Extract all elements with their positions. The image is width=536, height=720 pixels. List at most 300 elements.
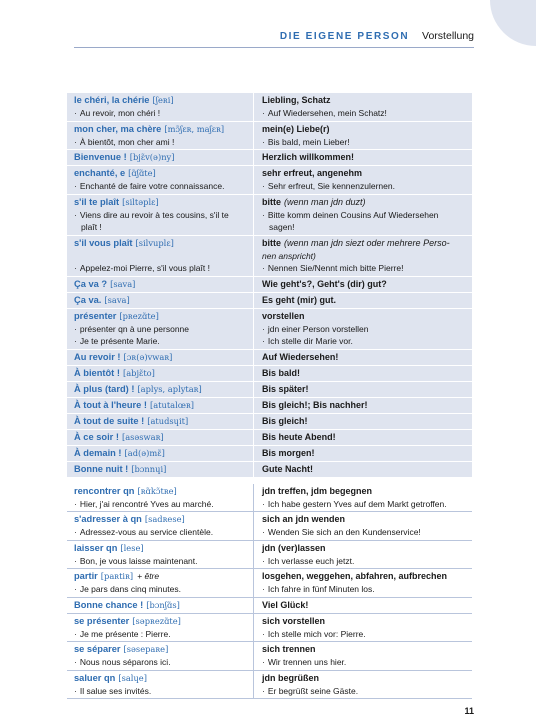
german-translation: [262, 599, 468, 612]
pronunciation: [ɑ̃ʃɑ̃te]: [128, 168, 156, 178]
example-text: Je te présente Marie.: [79, 336, 160, 346]
translation-text: Bis gleich!; Bis nachher!: [262, 399, 368, 410]
pronunciation: [abjɛ̃to]: [122, 367, 155, 378]
pronunciation: [aplys, aplytaʀ]: [137, 383, 202, 394]
pronunciation: [ɔʀ(ə)vwaʀ]: [123, 351, 173, 362]
table-row: [67, 569, 472, 598]
example-text: jdn einer Person vorstellen: [267, 323, 369, 334]
french-example: [74, 250, 249, 263]
bullet: ·: [74, 685, 77, 696]
german-cell: [254, 350, 472, 365]
table-row: [67, 484, 472, 513]
french-example: [74, 526, 249, 539]
german-translation: [262, 123, 468, 136]
french-headword: [74, 294, 249, 307]
example-text: Hier, j'ai rencontré Yves au marché.: [79, 498, 214, 509]
headword-part: À plus (tard) !: [74, 383, 135, 394]
french-cell: [67, 614, 254, 642]
german-cell: [254, 195, 472, 235]
german-translation: [262, 151, 468, 164]
pronunciation: [sava]: [110, 278, 136, 289]
table-row: [67, 382, 472, 398]
german-cell: [254, 398, 472, 413]
german-translation: [262, 278, 468, 291]
french-example: [74, 136, 249, 149]
german-translation: [262, 643, 468, 656]
french-headword: [74, 415, 249, 428]
translation-text: Es geht (mir) gut.: [262, 294, 336, 305]
german-cell: [254, 642, 472, 670]
table-row: [67, 93, 472, 122]
example-text: Ich verlasse euch jetzt.: [267, 555, 355, 566]
headword-part: partir: [74, 571, 98, 581]
topic-title: Vorstellung: [422, 30, 474, 42]
german-cell: [254, 462, 472, 477]
bullet: ·: [262, 498, 265, 509]
translation-text: Viel Glück!: [262, 599, 309, 610]
french-headword: [74, 278, 249, 291]
french-cell: [67, 195, 254, 235]
table-row: [67, 598, 472, 614]
translation-text: losgehen, weggehen, abfahren, aufbrechen: [262, 571, 448, 581]
table-row: [67, 293, 472, 309]
german-example: [262, 335, 468, 348]
translation-text: mein(e) Liebe(r): [262, 123, 330, 134]
bullet: ·: [74, 323, 77, 334]
german-cell: [254, 598, 472, 613]
french-cell: [67, 366, 254, 381]
pronunciation: [atutalœʀ]: [149, 399, 195, 410]
headword-part: le chéri: [74, 95, 107, 105]
german-translation: [262, 615, 468, 628]
headword-part: la chérie: [111, 95, 150, 105]
example-text: Ich habe gestern Yves auf dem Markt getroffen.: [267, 498, 447, 509]
example-text: Auf Wiedersehen, mein Schatz!: [267, 108, 387, 118]
bullet: ·: [262, 323, 265, 334]
bullet: ·: [74, 657, 77, 667]
bullet: ·: [262, 263, 265, 273]
german-cell: [254, 569, 472, 597]
german-example: [262, 498, 468, 511]
example-text: Au revoir, mon chéri !: [79, 108, 161, 118]
example-text: Je pars dans cinq minutes.: [79, 584, 181, 594]
german-example: [262, 526, 468, 539]
french-headword: [74, 123, 249, 136]
translation-text: bitte: [262, 196, 281, 207]
table-row: [67, 309, 472, 350]
headword-part: Ça va ?: [74, 278, 108, 289]
example-text: Bitte komm deinen Cousins Auf Wiedersehen: [267, 209, 439, 220]
headword-part: À demain !: [74, 447, 122, 458]
german-cell: [254, 512, 472, 540]
french-example: [74, 209, 249, 222]
pronunciation: [ʃeʀi]: [152, 95, 174, 105]
french-cell: [67, 398, 254, 413]
french-cell: [67, 598, 254, 613]
usage-note: (wenn man jdn duzt): [284, 196, 366, 207]
french-example: [74, 262, 249, 275]
table-row: [67, 236, 472, 277]
german-translation: [262, 570, 468, 583]
bullet: ·: [74, 498, 77, 509]
german-translation: [262, 542, 468, 555]
german-translation: [262, 237, 468, 250]
french-cell: [67, 446, 254, 461]
french-cell: [67, 414, 254, 429]
french-headword: [74, 367, 249, 380]
french-cell: [67, 382, 254, 397]
german-translation: [262, 513, 468, 526]
bullet: ·: [262, 555, 265, 566]
translation-text: Liebling, Schatz: [262, 95, 331, 105]
german-translation: [262, 310, 468, 323]
bullet: ·: [74, 584, 77, 594]
example-text: Wenden Sie sich an den Kundenservice!: [267, 527, 421, 537]
german-example: [262, 583, 468, 596]
pronunciation: [sadʀese]: [144, 514, 185, 524]
french-cell: [67, 642, 254, 670]
german-translation: [262, 294, 468, 307]
bullet: ·: [74, 555, 77, 566]
example-text: Enchanté de faire votre connaissance.: [79, 181, 225, 191]
example-text: plaît !: [81, 222, 102, 232]
german-translation: [262, 351, 468, 364]
example-text: sagen!: [269, 222, 295, 232]
translation-text: Bis gleich!: [262, 415, 308, 426]
german-translation: [262, 672, 468, 685]
french-cell: [67, 512, 254, 540]
headword-part: ,: [106, 95, 112, 105]
page-number: 11: [464, 706, 474, 716]
example-text: Nous nous séparons ici.: [79, 657, 171, 667]
german-cell: [254, 446, 472, 461]
pronunciation: [pʀezɑ̃te]: [119, 310, 159, 321]
bullet: ·: [74, 263, 77, 273]
pronunciation: [səsepaʀe]: [123, 644, 169, 654]
translation-text: jdn begrüßen: [262, 672, 319, 683]
french-cell: [67, 236, 254, 276]
table-row: [67, 414, 472, 430]
pronunciation: [ad(ə)mɛ̃]: [124, 447, 165, 458]
bullet: ·: [262, 685, 265, 696]
bullet: ·: [74, 209, 77, 220]
pronunciation: [mɔ̃ʃɛʀ, maʃɛʀ]: [164, 123, 225, 134]
translation-text: bitte: [262, 237, 281, 248]
french-headword: [74, 431, 249, 444]
headword-part: À tout de suite !: [74, 415, 145, 426]
german-cell: [254, 430, 472, 445]
german-cell: [254, 614, 472, 642]
table-row: [67, 541, 472, 570]
french-example: [74, 656, 249, 669]
german-cell: [254, 277, 472, 292]
french-headword: [74, 196, 249, 209]
example-text: Bon, je vous laisse maintenant.: [79, 555, 198, 566]
example-text: À bientôt, mon cher ami !: [79, 136, 175, 147]
french-cell: [67, 462, 254, 477]
translation-text: Bis später!: [262, 383, 309, 394]
german-translation: [262, 196, 468, 209]
usage-note-continued: nen anspricht): [262, 250, 316, 261]
german-cell: [254, 122, 472, 150]
german-example: [262, 180, 468, 193]
bullet: ·: [74, 527, 77, 537]
table-row: [67, 166, 472, 195]
example-text: Viens dire au revoir à tes cousins, s'il te: [79, 209, 229, 220]
french-example: [74, 628, 249, 641]
pronunciation: [bɔnnɥi]: [131, 463, 167, 474]
headword-part: Bonne nuit !: [74, 463, 129, 474]
headword-part: Bienvenue !: [74, 152, 127, 162]
translation-text: Bis morgen!: [262, 447, 315, 458]
german-translation: [262, 463, 468, 476]
example-text: Ich stelle dir Marie vor.: [267, 336, 353, 346]
headword-part: Au revoir !: [74, 351, 121, 362]
french-cell: [67, 293, 254, 308]
translation-text: sich an jdn wenden: [262, 514, 346, 524]
french-headword: [74, 94, 249, 107]
example-text: présenter qn à une personne: [79, 323, 190, 334]
french-headword: [74, 463, 249, 476]
bullet: ·: [262, 584, 265, 594]
german-cell: [254, 293, 472, 308]
headword-part: Ça va.: [74, 294, 102, 305]
translation-text: Gute Nacht!: [262, 463, 314, 474]
german-example: [262, 221, 468, 234]
french-example: [74, 180, 249, 193]
pronunciation: [bɔnʃɑ̃s]: [146, 599, 180, 610]
french-cell: [67, 541, 254, 569]
headword-part: À tout à l'heure !: [74, 399, 147, 410]
headword-part: mon cher, ma chère: [74, 123, 162, 134]
bullet: ·: [262, 209, 265, 220]
french-cell: [67, 671, 254, 699]
french-cell: [67, 277, 254, 292]
french-example: [74, 555, 249, 568]
headword-part: saluer qn: [74, 672, 116, 683]
bullet: ·: [74, 181, 77, 191]
french-example: [74, 335, 249, 348]
example-text: Wir trennen uns hier.: [267, 657, 347, 667]
example-text: Je me présente : Pierre.: [79, 628, 171, 639]
french-example: [74, 221, 249, 234]
french-cell: [67, 93, 254, 121]
german-cell: [254, 93, 472, 121]
example-text: Sehr erfreut, Sie kennenzulernen.: [267, 181, 395, 191]
french-headword: [74, 672, 249, 685]
german-translation: [262, 447, 468, 460]
german-translation: [262, 94, 468, 107]
translation-text: Bis heute Abend!: [262, 431, 336, 442]
example-text: Adressez-vous au service clientèle.: [79, 527, 214, 537]
french-cell: [67, 430, 254, 445]
german-example: [262, 555, 468, 568]
french-cell: [67, 150, 254, 165]
german-example: [262, 628, 468, 641]
chapter-title: DIE EIGENE PERSON: [279, 31, 410, 42]
table-row: [67, 614, 472, 643]
german-translation: [262, 431, 468, 444]
example-text: Bis bald, mein Lieber!: [267, 136, 350, 147]
headword-part: Bonne chance !: [74, 599, 144, 610]
running-header: [0, 28, 536, 44]
french-headword: [74, 383, 249, 396]
french-cell: [67, 569, 254, 597]
german-cell: [254, 671, 472, 699]
pronunciation: [paʀtiʀ]: [100, 571, 134, 581]
translation-text: Auf Wiedersehen!: [262, 351, 339, 362]
german-cell: [254, 236, 472, 276]
german-example: [262, 136, 468, 149]
headword-part: À bientôt !: [74, 367, 120, 378]
translation-text: vorstellen: [262, 310, 305, 321]
pronunciation: [səpʀezɑ̃te]: [132, 615, 181, 626]
table-row: [67, 462, 472, 478]
header-rule: [74, 47, 474, 48]
french-headword: [74, 447, 249, 460]
french-cell: [67, 122, 254, 150]
bullet: ·: [262, 136, 265, 147]
french-headword: [74, 485, 249, 498]
example-text: Nennen Sie/Nennt mich bitte Pierre!: [267, 263, 404, 273]
german-example: [262, 323, 468, 336]
pronunciation: [siltəplɛ]: [122, 196, 159, 207]
headword-part: se séparer: [74, 644, 121, 654]
french-headword: [74, 615, 249, 628]
table-row: [67, 150, 472, 166]
german-cell: [254, 414, 472, 429]
headword-part: présenter: [74, 310, 117, 321]
pronunciation: [atudsɥit]: [147, 415, 189, 426]
french-example: [74, 685, 249, 698]
german-cell: [254, 166, 472, 194]
french-headword: [74, 643, 249, 656]
pronunciation: [lese]: [120, 542, 144, 553]
grammar-note: + être: [137, 571, 160, 581]
pronunciation: [silvuplɛ]: [135, 237, 174, 248]
german-cell: [254, 150, 472, 165]
example-text: Ich fahre in fünf Minuten los.: [267, 584, 375, 594]
german-cell: [254, 309, 472, 349]
pronunciation: [bjɛ̃v(ə)ny]: [129, 152, 175, 162]
translation-text: Wie geht's?, Geht's (dir) gut?: [262, 278, 387, 289]
bullet: ·: [74, 628, 77, 639]
french-example: [74, 323, 249, 336]
french-headword: [74, 599, 249, 612]
french-headword: [74, 542, 249, 555]
german-example: [262, 656, 468, 669]
german-translation: [262, 367, 468, 380]
german-cell: [254, 382, 472, 397]
bullet: ·: [262, 336, 265, 346]
french-cell: [67, 166, 254, 194]
headword-part: s'il te plaît: [74, 196, 120, 207]
table-row: [67, 512, 472, 541]
french-cell: [67, 309, 254, 349]
bullet: ·: [262, 657, 265, 667]
translation-text: jdn treffen, jdm begegnen: [262, 485, 373, 496]
table-row: [67, 671, 472, 700]
table-row: [67, 195, 472, 236]
translation-text: sehr erfreut, angenehm: [262, 168, 363, 178]
vocabulary-table: [67, 93, 472, 699]
pronunciation: [salɥe]: [118, 672, 147, 683]
table-row: [67, 398, 472, 414]
german-example: [262, 262, 468, 275]
table-row: [67, 430, 472, 446]
vocabulary-group-greetings: [67, 93, 472, 478]
french-headword: [74, 310, 249, 323]
headword-part: s'adresser à qn: [74, 514, 142, 524]
example-text: Il salue ses invités.: [79, 685, 152, 696]
translation-text: jdn (ver)lassen: [262, 542, 326, 553]
french-headword: [74, 399, 249, 412]
french-example: [74, 498, 249, 511]
table-row: [67, 122, 472, 151]
german-translation: [262, 167, 468, 180]
table-row: [67, 277, 472, 293]
bullet: ·: [262, 628, 265, 639]
headword-part: enchanté, e: [74, 168, 126, 178]
french-example: [74, 107, 249, 120]
german-example: [262, 685, 468, 698]
french-headword: [74, 237, 249, 250]
french-headword: [74, 151, 249, 164]
german-cell: [254, 366, 472, 381]
german-example: [262, 107, 468, 120]
german-translation: [262, 415, 468, 428]
example-text: Appelez-moi Pierre, s'il vous plaît !: [79, 263, 210, 273]
german-translation: [262, 399, 468, 412]
german-example: [262, 209, 468, 222]
translation-text: sich vorstellen: [262, 615, 326, 626]
german-translation: [262, 383, 468, 396]
french-example: [74, 583, 249, 596]
french-headword: [74, 351, 249, 364]
example-text: Ich stelle mich vor: Pierre.: [267, 628, 366, 639]
headword-part: rencontrer qn: [74, 485, 135, 496]
table-row: [67, 350, 472, 366]
table-row: [67, 446, 472, 462]
headword-part: s'il vous plaît: [74, 237, 133, 248]
french-headword: [74, 513, 249, 526]
headword-part: À ce soir !: [74, 431, 119, 442]
french-headword: [74, 167, 249, 180]
bullet: ·: [262, 108, 265, 118]
german-translation: [262, 485, 468, 498]
pronunciation: [asəswaʀ]: [121, 431, 164, 442]
french-headword: [74, 570, 249, 583]
pronunciation: [sava]: [104, 294, 130, 305]
translation-text: Bis bald!: [262, 367, 301, 378]
german-cell: [254, 541, 472, 569]
translation-text: Herzlich willkommen!: [262, 152, 355, 162]
bullet: ·: [262, 527, 265, 537]
bullet: ·: [74, 336, 77, 346]
pronunciation: [ʀɑ̃kɔ̃tʀe]: [137, 485, 177, 496]
french-cell: [67, 350, 254, 365]
usage-note: (wenn man jdn siezt oder mehrere Perso-: [284, 237, 450, 248]
translation-text: sich trennen: [262, 644, 316, 654]
french-cell: [67, 484, 254, 512]
vocabulary-group-meeting: [67, 484, 472, 700]
example-text: Er begrüßt seine Gäste.: [267, 685, 359, 696]
bullet: ·: [74, 136, 77, 147]
bullet: ·: [74, 108, 77, 118]
headword-part: se présenter: [74, 615, 130, 626]
german-cell: [254, 484, 472, 512]
table-row: [67, 366, 472, 382]
